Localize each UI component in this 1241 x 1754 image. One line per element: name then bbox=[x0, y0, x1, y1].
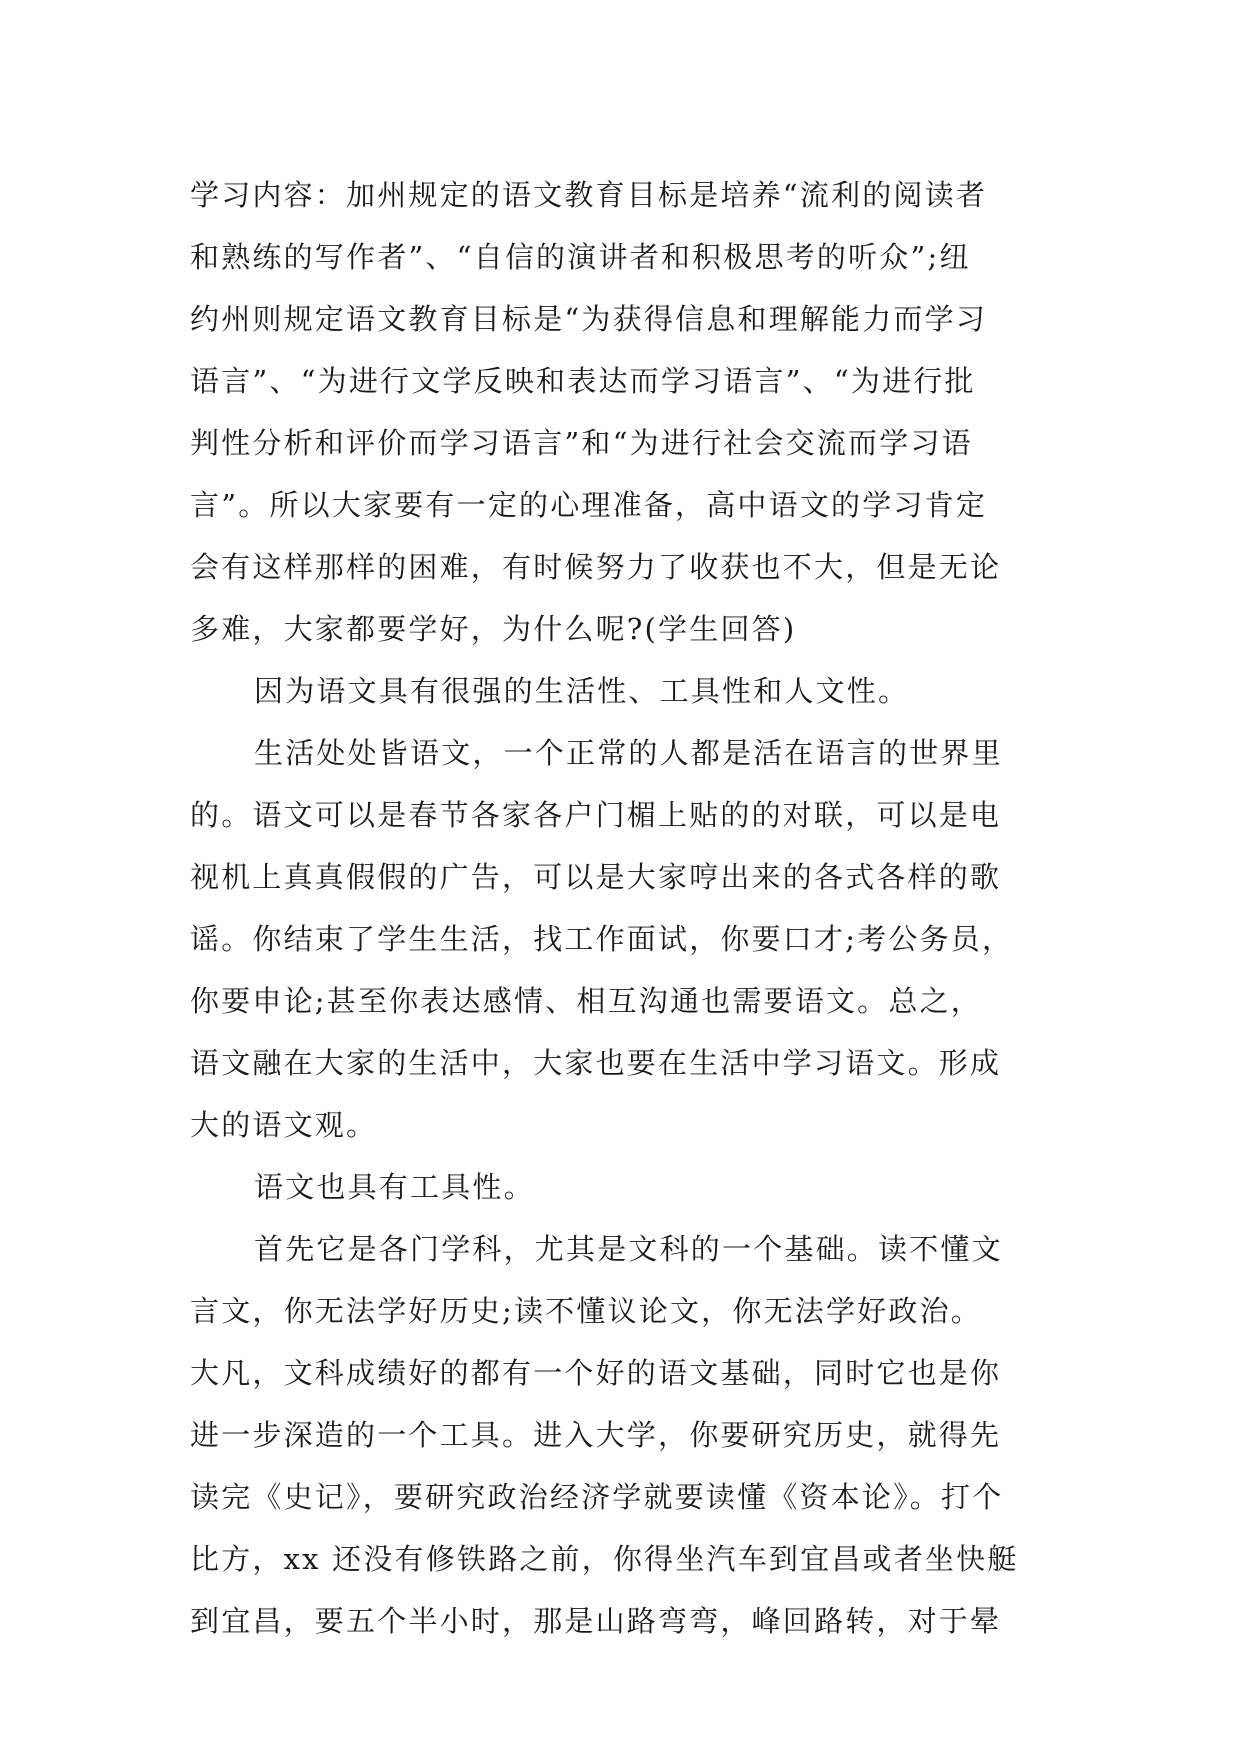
text-line: 大的语文观。 bbox=[190, 1108, 378, 1142]
text-line: 谣。你结束了学生生活，找工作面试，你要口才;考公务员， bbox=[190, 922, 1014, 956]
document-body bbox=[190, 164, 1070, 1652]
text-line: 进一步深造的一个工具。进入大学，你要研究历史，就得先 bbox=[190, 1418, 1002, 1452]
paragraph-first-line: 首先它是各门学科，尤其是文科的一个基础。读不懂文 bbox=[254, 1232, 1003, 1266]
text-line: 学习内容：加州规定的语文教育目标是培养“流利的阅读者 bbox=[190, 178, 988, 212]
text-line: 言文，你无法学好历史;读不懂议论文，你无法学好政治。 bbox=[190, 1294, 982, 1328]
text-line: 比方，xx 还没有修铁路之前，你得坐汽车到宜昌或者坐快艇 bbox=[190, 1542, 1019, 1576]
text-line: 的。语文可以是春节各家各户门楣上贴的的对联，可以是电 bbox=[190, 798, 1002, 832]
paragraph-first-line: 生活处处皆语文，一个正常的人都是活在语言的世界里 bbox=[254, 736, 1003, 770]
text-line: 你要申论;甚至你表达感情、相互沟通也需要语文。总之， bbox=[190, 984, 982, 1018]
text-line: 语文融在大家的生活中，大家也要在生活中学习语文。形成 bbox=[190, 1046, 1002, 1080]
text-line: 多难，大家都要学好，为什么呢?(学生回答) bbox=[190, 612, 797, 646]
text-line: 大凡，文科成绩好的都有一个好的语文基础，同时它也是你 bbox=[190, 1356, 1002, 1390]
text-line: 读完《史记》，要研究政治经济学就要读懂《资本论》。打个 bbox=[190, 1480, 1004, 1514]
text-line: 到宜昌，要五个半小时，那是山路弯弯，峰回路转，对于晕 bbox=[190, 1604, 1002, 1638]
paragraph-first-line: 因为语文具有很强的生活性、工具性和人文性。 bbox=[254, 674, 910, 708]
text-line: 会有这样那样的困难，有时候努力了收获也不大，但是无论 bbox=[190, 550, 1002, 584]
text-line: 言”。所以大家要有一定的心理准备，高中语文的学习肯定 bbox=[190, 488, 988, 522]
text-line: 语言”、“为进行文学反映和表达而学习语言”、“为进行批 bbox=[190, 364, 976, 398]
text-line: 判性分析和评价而学习语言”和“为进行社会交流而学习语 bbox=[190, 426, 973, 460]
text-line: 和熟练的写作者”、“自信的演讲者和积极思考的听众”;纽 bbox=[190, 240, 971, 274]
text-line: 视机上真真假假的广告，可以是大家哼出来的各式各样的歌 bbox=[190, 860, 1002, 894]
paragraph-first-line: 语文也具有工具性。 bbox=[254, 1170, 535, 1204]
text-line: 约州则规定语文教育目标是“为获得信息和理解能力而学习 bbox=[190, 302, 988, 336]
